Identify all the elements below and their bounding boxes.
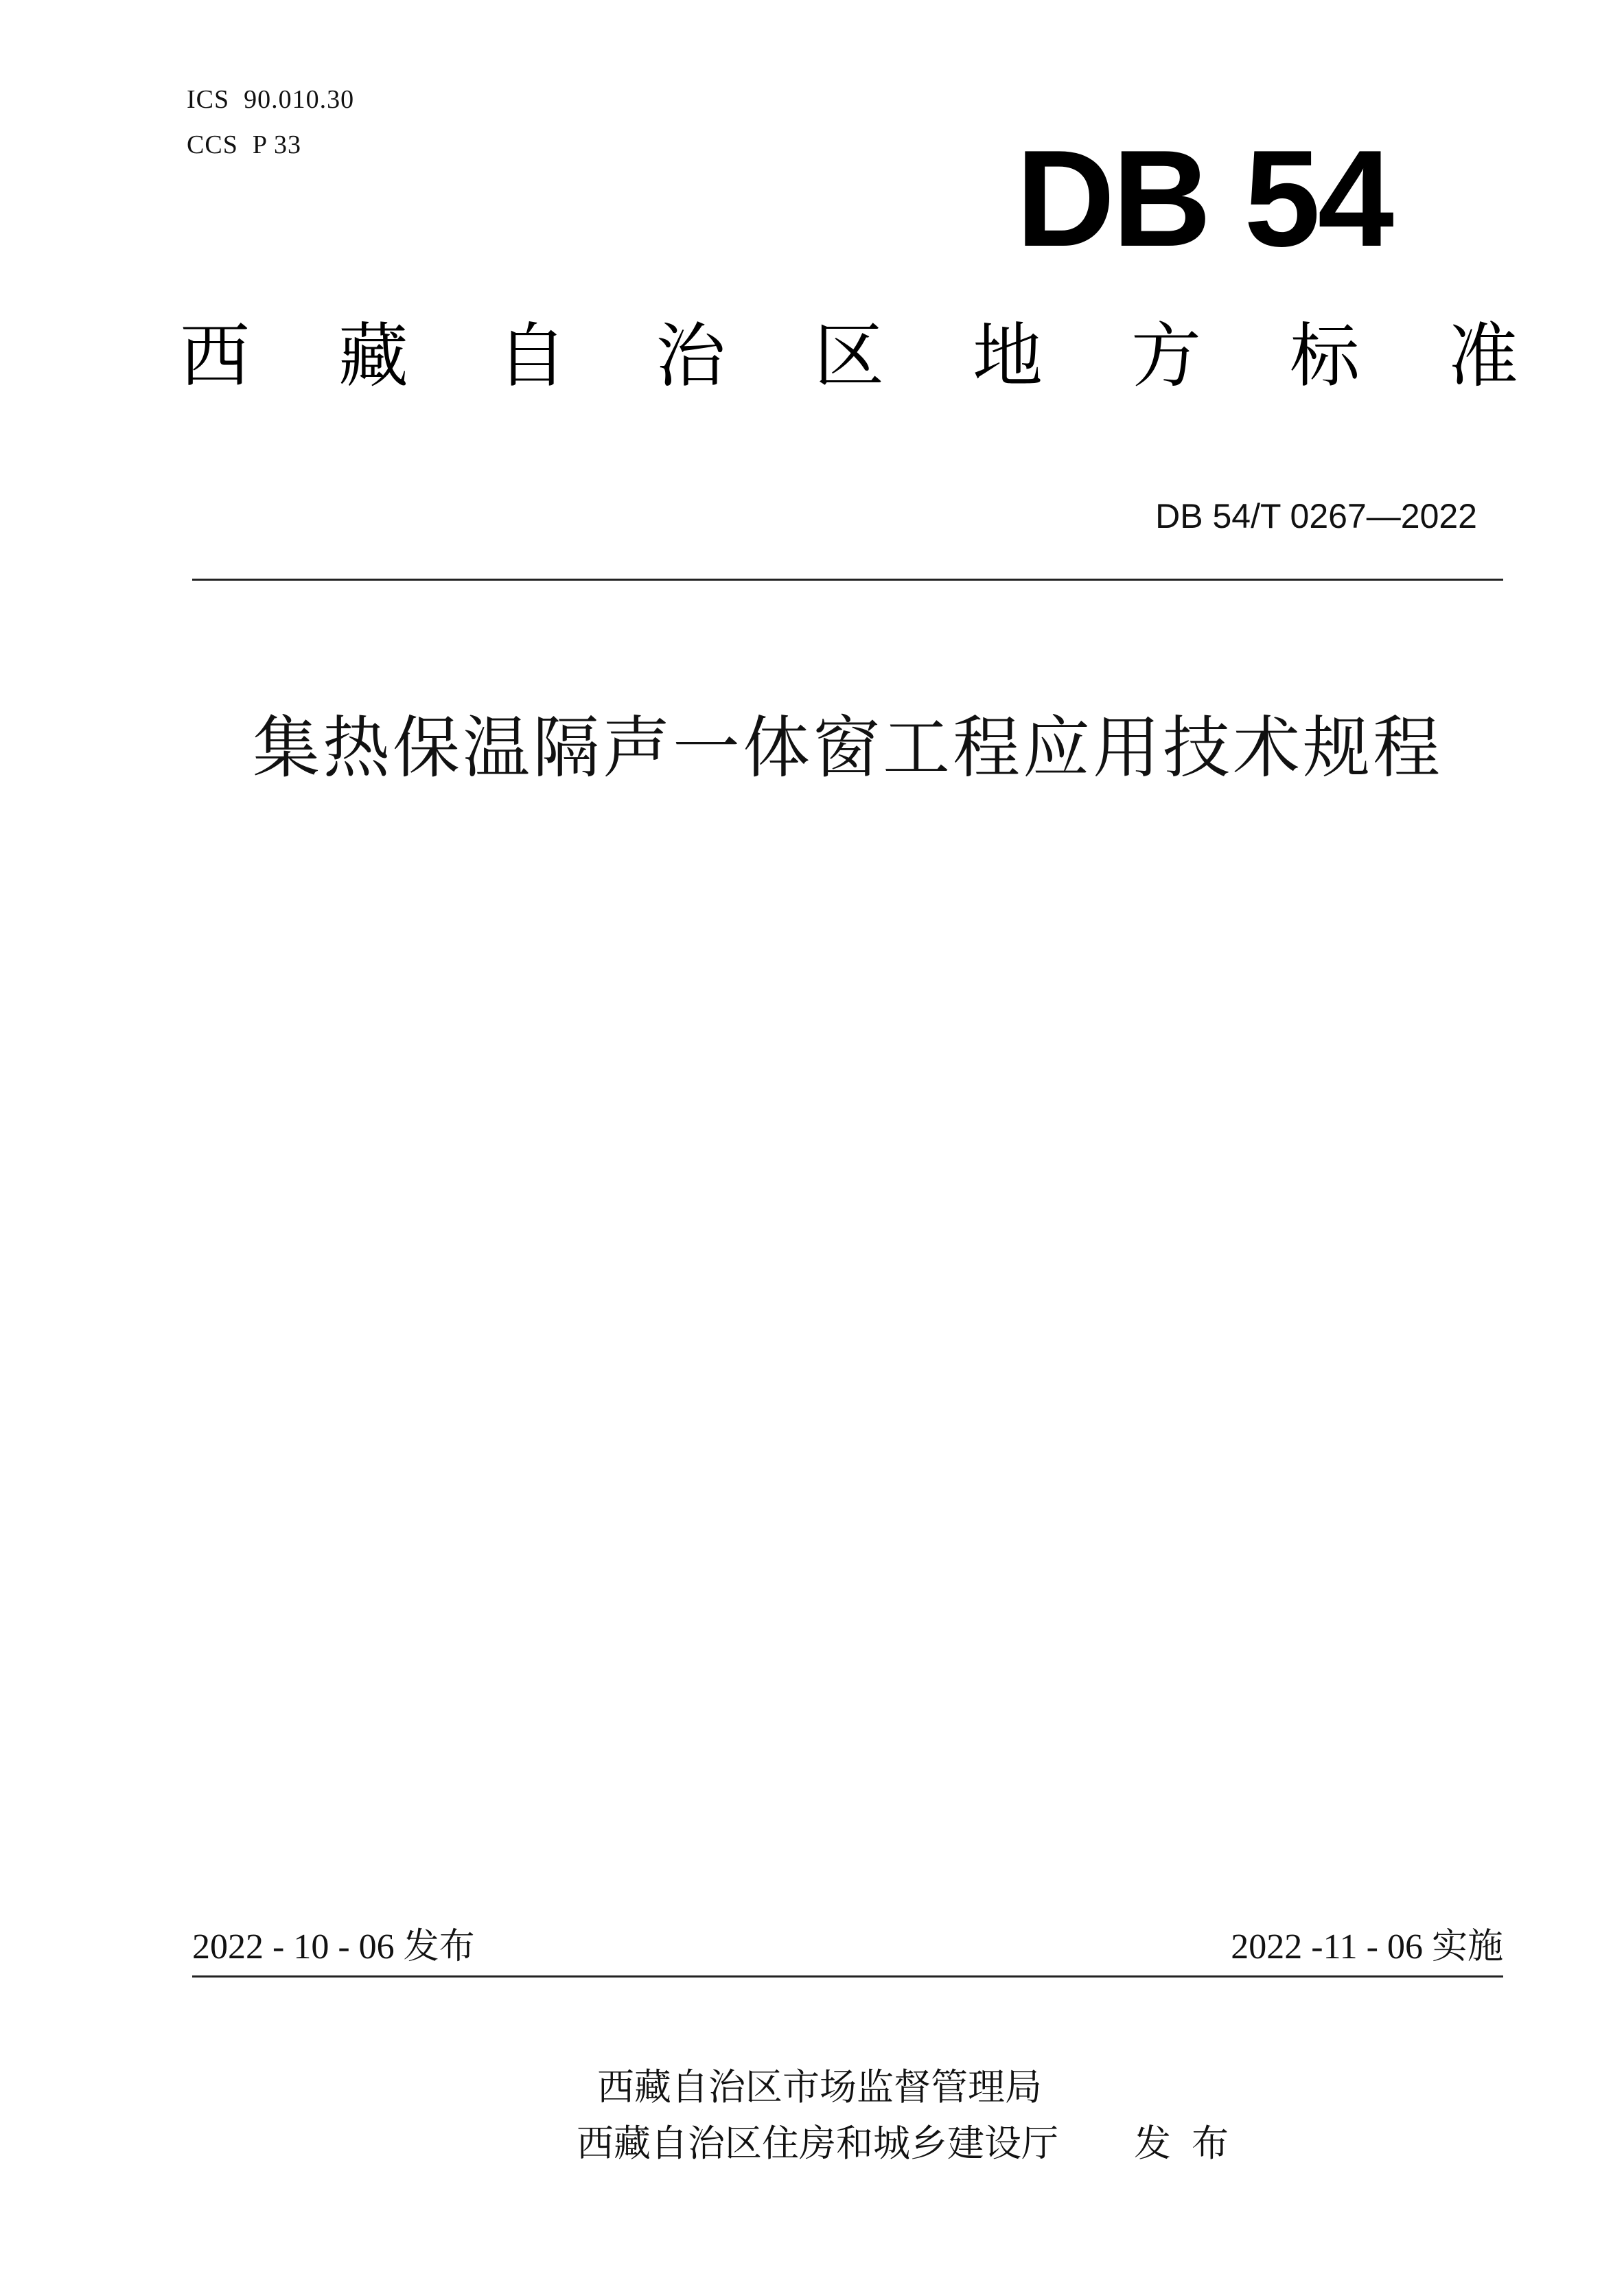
bottom-divider: [192, 1975, 1503, 1978]
issuer-market-supervision: 西藏自治区市场监督管理局: [597, 2065, 1042, 2109]
issuer-row-2: [577, 2115, 1249, 2172]
standard-number: DB 54/T 0267—2022: [1155, 497, 1477, 535]
standard-mark-logo: DB 54: [1016, 122, 1391, 275]
issue-label: 发布: [1134, 2122, 1249, 2165]
standard-type-char: 治: [656, 316, 726, 397]
issuer-housing-construction: 西藏自治区住房和城乡建设厅: [577, 2122, 1058, 2165]
top-divider: [192, 579, 1503, 581]
standard-type-char: 区: [814, 316, 884, 397]
standard-type-char: 标: [1290, 316, 1360, 397]
standard-type-char: 藏: [338, 316, 408, 397]
issuing-authorities: [577, 2059, 1249, 2172]
document-title: 集热保温隔声一体窗工程应用技术规程: [252, 709, 1443, 787]
standard-type-char: 地: [973, 316, 1043, 397]
classification-codes: [187, 77, 354, 167]
issue-date: 2022 - 10 - 06 发布: [192, 1927, 475, 1967]
standard-type-char: 自: [497, 316, 567, 397]
standard-type-heading: [180, 309, 1518, 405]
effective-date: 2022 -11 - 06 实施: [1231, 1927, 1503, 1967]
standard-type-char: 准: [1448, 316, 1518, 397]
standard-type-char: 方: [1131, 316, 1201, 397]
standard-type-char: 西: [180, 316, 250, 397]
ics-code: ICS 90.010.30: [187, 85, 355, 114]
ccs-code: CCS P 33: [187, 130, 302, 159]
